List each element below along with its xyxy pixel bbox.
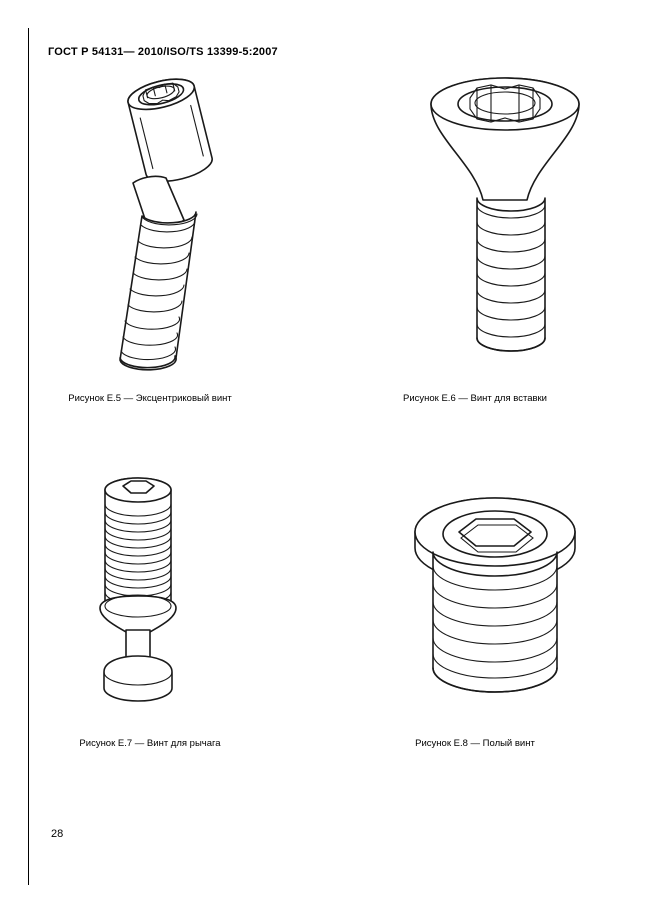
eccentric-screw-illustration [80, 70, 280, 390]
insert-screw-illustration [415, 72, 595, 382]
hollow-screw-illustration [395, 472, 595, 722]
figure-e6-caption: Рисунок Е.6 — Винт для вставки [403, 393, 547, 404]
page-number: 28 [51, 828, 64, 840]
figure-e5-caption: Рисунок Е.5 — Эксцентриковый винт [68, 393, 232, 404]
figure-e7-image [40, 460, 240, 725]
lever-screw-illustration [40, 460, 240, 725]
figure-e7-caption: Рисунок Е.7 — Винт для рычага [79, 738, 221, 749]
figure-e8-image [395, 472, 595, 722]
figure-e6-image [415, 72, 595, 382]
figure-e8-caption: Рисунок Е.8 — Полый винт [415, 738, 535, 749]
figure-e5-image [80, 70, 280, 390]
page-left-rule [28, 28, 29, 885]
document-header: ГОСТ Р 54131— 2010/ISO/TS 13399-5:2007 [48, 46, 278, 58]
